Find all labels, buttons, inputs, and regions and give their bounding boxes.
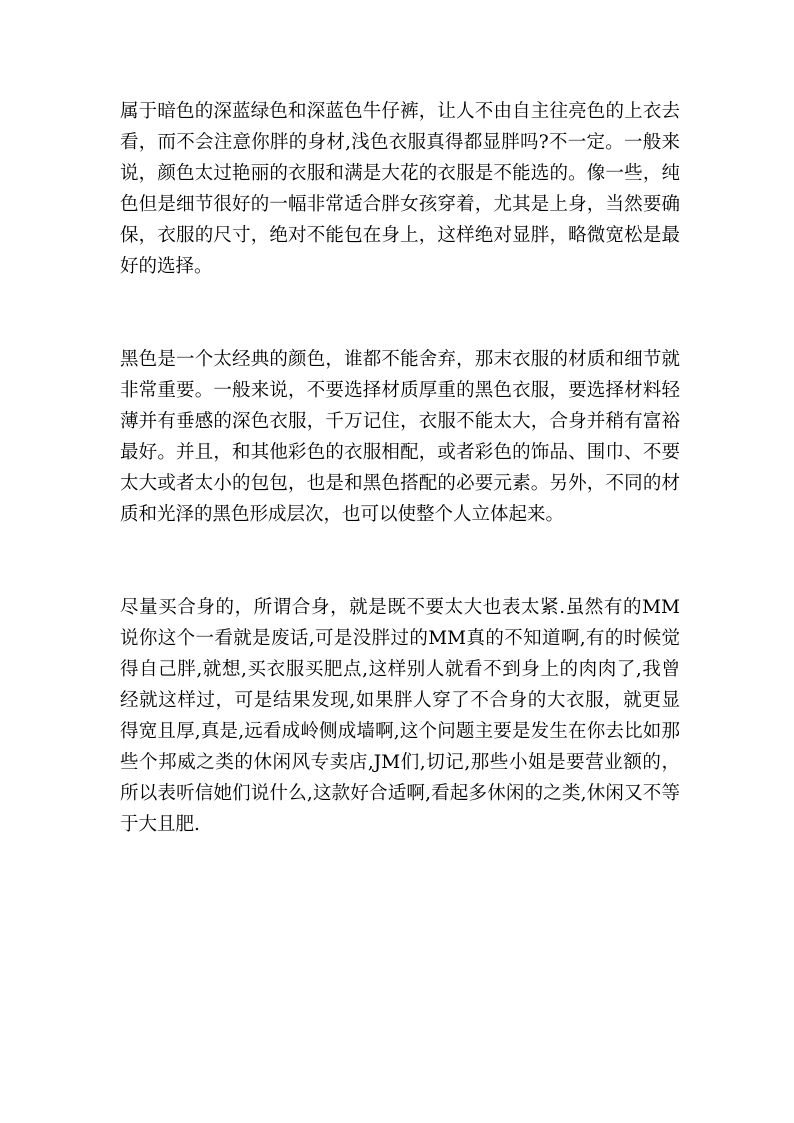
document-body	[120, 96, 680, 840]
paragraph-2: 黑色是一个太经典的颜色，谁都不能舍弃，那末衣服的材质和细节就非常重要。一般来说，不要选择材质厚重的黑色衣服，要选择材料轻薄并有垂感的深色衣服，千万记住，衣服不能太大，合身并稍有富裕最好。并且，和其他彩色的衣服相配，或者彩色的饰品、围巾、不要太大或者太小的包包，也是和黑色搭配的必要元素。另外，不同的材质和光泽的黑色形成层次，也可以使整个人立体起来。	[120, 349, 680, 525]
paragraph-3: 尽量买合身的，所谓合身，就是既不要太大也表太紧.虽然有的MM说你这个一看就是废话,可是没胖过的MM真的不知道啊,有的时候觉得自己胖,就想,买衣服买肥点,这样别人就看不到身上的肉肉了,我曾经就这样过，可是结果发现,如果胖人穿了不合身的大衣服，就更显得宽且厚,真是,远看成岭侧成墙啊,这个问题主要是发生在你去比如那些个邦威之类的休闲风专卖店,JM们,切记,那些小姐是要营业额的，所以表听信她们说什么,这款好合适啊,看起多休闲的之类,休闲又不等于大且肥.	[120, 597, 680, 835]
paragraph-1: 属于暗色的深蓝绿色和深蓝色牛仔裤，让人不由自主往亮色的上衣去看，而不会注意你胖的身材,浅色衣服真得都显胖吗?不一定。一般来说，颜色太过艳丽的衣服和满是大花的衣服是不能选的。像一些，纯色但是细节很好的一幅非常适合胖女孩穿着，尤其是上身，当然要确保，衣服的尺寸，绝对不能包在身上，这样绝对显胖，略微宽松是最好的选择。	[120, 101, 680, 277]
